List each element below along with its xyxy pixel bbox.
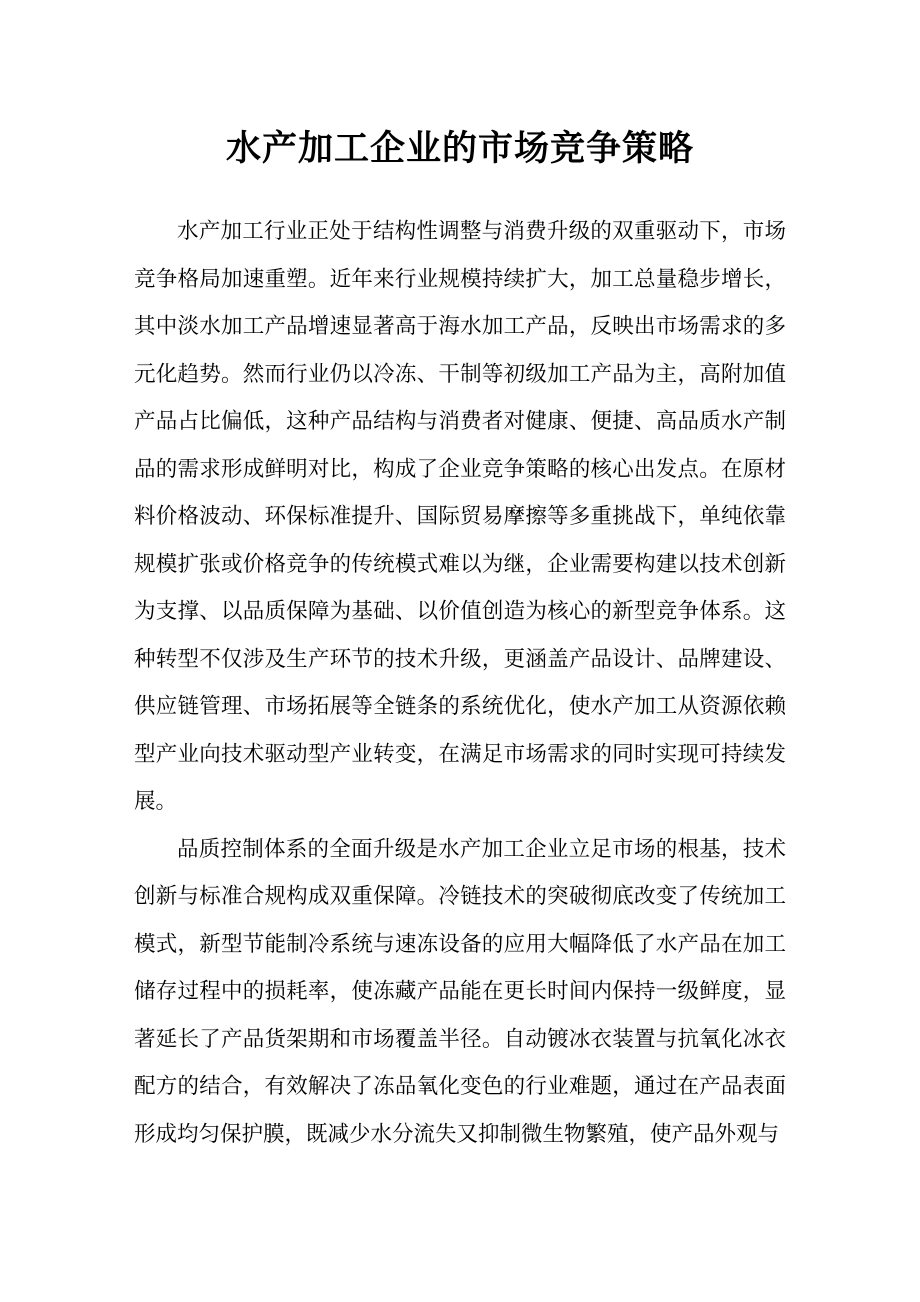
paragraph-2: 品质控制体系的全面升级是水产加工企业立足市场的根基，技术创新与标准合规构成双重保障。冷链技术的突破彻底改变了传统加工模式，新型节能制冷系统与速冻设备的应用大幅降低了水产品在加工储存过程中的损耗率，使冻藏产品能在更长时间内保持一级鲜度，显著延长了产品货架期和市场覆盖半径。自动镀冰衣装置与抗氧化冰衣配方的结合，有效解决了冻品氧化变色的行业难题，通过在产品表面形成均匀保护膜，既减少水分流失又抑制微生物繁殖，使产品外观与: [134, 836, 786, 1147]
document-body: [134, 208, 786, 1158]
document-title: 水产加工企业的市场竞争策略: [225, 129, 694, 169]
paragraph-1: 水产加工行业正处于结构性调整与消费升级的双重驱动下，市场竞争格局加速重塑。近年来行业规模持续扩大，加工总量稳步增长，其中淡水加工产品增速显著高于海水加工产品，反映出市场需求的多元化趋势。然而行业仍以冷冻、干制等初级加工产品为主，高附加值产品占比偏低，这种产品结构与消费者对健康、便捷、高品质水产制品的需求形成鲜明对比，构成了企业竞争策略的核心出发点。在原材料价格波动、环保标准提升、国际贸易摩擦等多重挑战下，单纯依靠规模扩张或价格竞争的传统模式难以为继，企业需要构建以技术创新为支撑、以品质保障为基础、以价值创造为核心的新型竞争体系。这种转型不仅涉及生产环节的技术升级，更涵盖产品设计、品牌建设、供应链管理、市场拓展等全链条的系统优化，使水产加工从资源依赖型产业向技术驱动型产业转变，在满足市场需求的同时实现可持续发展。: [134, 219, 786, 814]
